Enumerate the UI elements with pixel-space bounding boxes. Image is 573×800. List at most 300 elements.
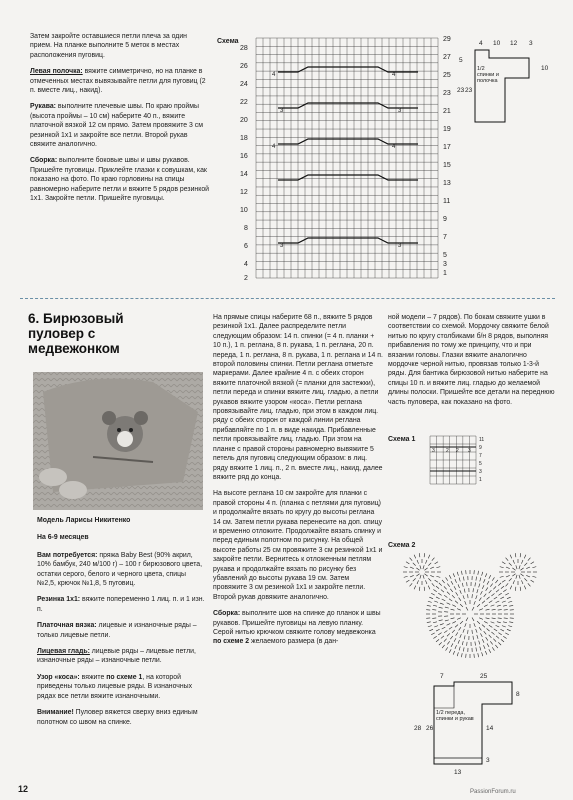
head-stitch	[476, 595, 477, 599]
head-stitch	[434, 601, 438, 602]
bottom-pattern-label: 1/2 переда, спинки и рукав	[436, 710, 474, 722]
head-stitch	[492, 618, 496, 619]
head-stitch	[439, 620, 443, 621]
head-stitch	[496, 601, 500, 603]
mid-assembly-text-c: желаемого размера (в дан-	[249, 638, 339, 646]
head-stitch	[447, 641, 449, 644]
head-stitch	[440, 624, 444, 625]
attention-text: Пуловер вяжется сверху вниз единым полотном со швом на спинке.	[37, 709, 198, 726]
head-stitch	[497, 605, 501, 606]
cable-text-c: , на которой приведены только лицевые ряды. В изнаночных рядах все петли вяжите изнаночными.	[37, 673, 193, 700]
assembly-text: выполните боковые швы и швы рукавов. Пришейте пуговицы. Приклейте глазки к совушкам, как показано на фото. По краю горловины на спицы равномерно наберите петли и вяжите 5 рядов резинкой 1х1. Закройте петли. Пришейте пуговицы.	[30, 157, 210, 203]
left-front-title: Левая полочка:	[30, 68, 83, 76]
stockinette-paragraph	[37, 647, 205, 666]
head-stitch	[452, 595, 455, 598]
head-stitch	[486, 637, 488, 640]
right-paragraph-1: ной модели – 7 рядов). По бокам свяжите ушки в соответствии со схемой. Мордочку свяжите белой нитью по кругу столбиками б/н 8 рядов, выполняя прибавления по тому же принципу, что и при вязании головы. Глазки вяжите аналогично мордочке черной нитью, провязав только 1-3-й ряды. Для бантика бирюзовой нитью наберите на спицы 10 п. и вяжите лиц. гладью до желаемой длины полоски. Пришейте все детали на переднюю часть пуловера, как показано на фото.	[388, 314, 555, 406]
head-stitch	[459, 598, 461, 601]
ear-stitch	[428, 563, 431, 566]
ear-stitch	[524, 578, 527, 581]
head-stitch	[487, 628, 490, 631]
dim-top-10: 10	[493, 40, 501, 47]
dim-side-23a: 23	[457, 87, 465, 94]
head-stitch	[462, 583, 463, 587]
head-stitch	[460, 590, 462, 594]
head-stitch	[479, 618, 483, 620]
ear-stitch	[515, 553, 516, 557]
head-stitch	[477, 635, 478, 639]
head-stitch	[493, 639, 496, 642]
head-stitch	[485, 651, 487, 655]
dim-top-4: 4	[479, 40, 483, 47]
head-stitch	[464, 635, 465, 639]
head-stitch	[458, 640, 459, 644]
ear-stitch	[419, 587, 420, 591]
head-stitch	[477, 621, 480, 624]
head-stitch	[492, 609, 496, 610]
ear-stitch	[430, 567, 434, 569]
head-stitch	[495, 580, 498, 583]
head-stitch	[440, 603, 444, 604]
head-stitch	[465, 623, 467, 627]
head-stitch	[486, 609, 490, 610]
head-stitch	[477, 604, 480, 607]
head-stitch	[445, 607, 449, 608]
head-stitch	[496, 636, 499, 639]
dim-side-5: 5	[459, 57, 463, 64]
head-stitch	[463, 577, 464, 581]
head-stitch	[474, 623, 476, 627]
mid-paragraph-3	[213, 609, 383, 647]
head-stitch	[497, 622, 501, 623]
ear-stitch	[512, 574, 515, 576]
head-stitch	[433, 590, 436, 592]
head-stitch	[442, 645, 445, 648]
head-stitch	[476, 577, 477, 581]
head-stitch	[447, 624, 451, 626]
head-stitch	[446, 577, 448, 580]
head-stitch	[453, 651, 455, 655]
materials-title: Вам потребуется:	[37, 551, 98, 559]
article-author: Модель Ларисы Никитенко	[37, 517, 131, 524]
ear-stitch	[419, 553, 420, 557]
row-label-17: 17	[443, 144, 451, 151]
top-pattern-sketch	[455, 36, 557, 126]
cell-number-4c: 4	[272, 144, 276, 150]
ear-stitch	[521, 560, 523, 564]
sleeves-paragraph	[30, 102, 210, 149]
head-stitch	[459, 647, 460, 651]
ear-stitch	[423, 575, 424, 579]
rib-text: вяжите попеременно 1 лиц. п. и 1 изн. п.	[37, 596, 205, 613]
ear-stitch	[510, 586, 512, 590]
ear-stitch	[526, 575, 530, 577]
head-stitch	[452, 630, 455, 633]
ear-stitch	[515, 587, 516, 591]
head-stitch	[447, 633, 450, 636]
head-stitch	[439, 642, 442, 645]
ear-stitch	[519, 565, 520, 569]
bottom-dim-3: 3	[486, 757, 490, 764]
head-stitch	[482, 639, 484, 643]
ear-stitch	[414, 586, 416, 590]
row-label-19: 19	[443, 126, 451, 133]
ear-stitch	[435, 580, 438, 582]
ear-stitch	[406, 580, 409, 582]
head-stitch	[480, 633, 482, 637]
ear-stitch	[416, 574, 419, 576]
head-stitch	[454, 638, 456, 641]
ear-stitch	[500, 567, 504, 568]
ear-stitch	[520, 553, 521, 557]
head-stitch	[479, 584, 480, 588]
product-photo	[33, 372, 203, 510]
head-stitch	[503, 622, 507, 623]
head-stitch	[502, 601, 506, 602]
head-stitch	[459, 578, 460, 582]
row-label-18: 18	[240, 135, 248, 142]
cell-number-3a: 3	[280, 108, 284, 114]
head-stitch	[496, 625, 500, 627]
head-stitch	[459, 627, 461, 630]
scheme1-row-5: 5	[479, 461, 482, 467]
scheme1-cell-3a: 3	[432, 448, 435, 454]
ear-stitch	[424, 553, 425, 557]
head-stitch	[503, 590, 506, 592]
row-label-25: 25	[443, 72, 451, 79]
head-stitch	[463, 647, 464, 651]
head-stitch	[491, 622, 495, 623]
sleeves-text: выполните плечевые швы. По краю проймы (высота проймы – 10 см) наберите 40 п., вяжите платочной вязкой 12 см прямо. Затем провяжите 3 см резинкой 1х1 и закройте все петли. Второй рукав свяжите аналогично.	[30, 103, 203, 149]
head-stitch	[487, 597, 490, 600]
head-stitch	[461, 653, 462, 657]
head-stitch	[496, 590, 499, 593]
head-stitch	[498, 593, 501, 595]
scheme1-row-7: 7	[479, 453, 482, 459]
ear-stitch	[404, 567, 408, 568]
ear-stitch	[524, 563, 527, 566]
head-stitch	[501, 586, 504, 589]
head-stitch	[451, 643, 453, 646]
scheme1-label: Схема 1	[388, 436, 416, 443]
head-stitch	[452, 605, 456, 607]
head-stitch	[450, 636, 452, 639]
cell-number-3b: 3	[398, 108, 402, 114]
ear-stitch	[520, 568, 523, 570]
head-stitch	[465, 601, 467, 605]
ear-stitch	[526, 567, 530, 569]
mid-assembly-title: Сборка:	[213, 610, 241, 618]
row-label-12: 12	[240, 189, 248, 196]
attention-title: Внимание!	[37, 709, 74, 717]
top-scheme-label: Схема	[217, 38, 239, 45]
ear-stitch	[524, 586, 526, 590]
head-stitch	[482, 652, 483, 656]
ear-stitch	[532, 567, 536, 568]
ear-stitch	[509, 578, 512, 581]
head-stitch	[436, 629, 440, 631]
head-stitch	[441, 636, 444, 639]
head-stitch	[483, 645, 485, 649]
head-stitch	[427, 622, 431, 623]
head-stitch	[475, 582, 476, 586]
head-stitch	[454, 586, 456, 589]
scheme2-crochet-chart	[400, 550, 540, 660]
head-stitch	[474, 601, 476, 605]
head-stitch	[453, 573, 455, 577]
scheme1-row-11: 11	[479, 437, 485, 443]
row-label-5: 5	[443, 252, 447, 259]
ear-stitch	[428, 555, 430, 559]
ear-stitch	[531, 580, 534, 582]
bottom-dim-7: 7	[440, 673, 444, 680]
scheme1-row-1: 1	[479, 477, 482, 483]
rib-paragraph	[37, 595, 205, 614]
ear-stitch	[410, 575, 414, 577]
head-stitch	[490, 641, 492, 644]
ear-stitch	[502, 562, 505, 564]
head-stitch	[438, 633, 441, 635]
head-stitch	[491, 593, 494, 596]
head-stitch	[478, 571, 479, 575]
head-stitch	[475, 642, 476, 646]
ear-stitch	[502, 580, 505, 582]
head-stitch	[447, 584, 449, 587]
pattern-piece-label: 1/2 спинки и полочка	[477, 66, 499, 84]
head-stitch	[473, 588, 474, 592]
head-stitch	[489, 625, 492, 627]
cell-number-4d: 4	[392, 144, 396, 150]
head-stitch	[451, 618, 455, 619]
head-stitch	[484, 594, 486, 597]
head-stitch	[438, 593, 441, 595]
head-stitch	[508, 626, 512, 627]
head-stitch	[489, 649, 491, 653]
head-stitch	[509, 622, 513, 623]
article-title: 6. Бирюзовый пуловер с медвежонком	[28, 311, 124, 356]
cable-title: Узор «коса»:	[37, 673, 80, 681]
stockinette-text: лицевые ряды – лицевые петли, изнаночные ряды – изнаночные петли.	[37, 648, 196, 665]
closing-paragraph: Затем закройте оставшиеся петли плеча за один прием. На планке выполните 5 меток в местах расположения пуговиц.	[30, 33, 187, 59]
head-stitch	[447, 592, 450, 595]
head-stitch	[505, 633, 509, 635]
bottom-dim-28: 28	[414, 725, 422, 732]
cable-crossings	[278, 67, 418, 243]
scheme1-cell-2a: 2	[446, 448, 449, 454]
ear-stitch	[404, 576, 408, 577]
scheme1-cell-3b: 3	[468, 448, 471, 454]
head-stitch	[449, 575, 451, 579]
bottom-dim-25: 25	[480, 673, 488, 680]
row-label-7: 7	[443, 234, 447, 241]
head-stitch	[492, 577, 494, 580]
article-middle-column	[213, 313, 383, 654]
ear-stitch	[513, 560, 515, 564]
head-stitch	[460, 604, 463, 607]
ear-stitch	[410, 567, 414, 569]
bottom-pattern-sketch	[412, 668, 532, 780]
head-stitch	[436, 597, 440, 599]
head-stitch	[505, 593, 509, 595]
ear-stitch	[520, 574, 523, 576]
head-stitch	[449, 649, 451, 653]
head-stitch	[466, 617, 468, 620]
ear-stitch	[424, 574, 427, 576]
head-stitch	[507, 597, 511, 599]
dim-top-12: 12	[510, 40, 518, 47]
head-stitch	[455, 645, 457, 649]
head-stitch	[482, 572, 483, 576]
head-stitch	[479, 641, 480, 645]
sweater-photo-drawing	[33, 372, 203, 510]
head-stitch	[442, 580, 445, 583]
row-label-8: 8	[244, 225, 248, 232]
head-stitch	[509, 605, 513, 606]
head-stitch	[445, 620, 449, 621]
head-stitch	[503, 605, 507, 606]
row-label-21: 21	[443, 108, 451, 115]
ear-stitch	[513, 580, 515, 584]
ear-stitch	[406, 562, 409, 564]
materials-paragraph	[37, 551, 205, 589]
article-size: На 6-9 месяцев	[37, 534, 89, 542]
ear-stitch	[531, 562, 534, 564]
ear-stitch	[436, 567, 440, 568]
head-stitch	[487, 581, 489, 584]
head-stitch	[466, 607, 468, 610]
assembly-title: Сборка:	[30, 157, 58, 165]
head-stitch	[479, 598, 481, 601]
row-label-29: 29	[443, 36, 451, 43]
head-stitch	[428, 626, 432, 627]
row-label-2: 2	[244, 275, 248, 282]
head-stitch	[447, 603, 451, 605]
ear-stitch	[417, 580, 419, 584]
mid-paragraph-1: На прямые спицы наберите 68 п., вяжите 5 рядов резинкой 1х1. Далее распределите петли следующим образом: 14 п. спинки (= 4 п. планки + 10 п.), 1 п. реглана, 8 п. рукава, 1 п. реглана, 20 п. переда, 1 п. реглана, 8 п. рукава, 1 п. реглана и 14 п. второй половины спинки. Петли реглана отметьте маркерами. Далее крайние 4 п. с обеих сторон вяжите платочной вязкой (= планки для застежки), петли переда и спинки вяжите лиц. гладью, а петли рукавов вяжите узором «коса». Петли реглана провязывайте лиц. гладью, при этом в каждом лиц. ряду с обеих сторон от каждой линии реглана прибавляйте по 1 п. в виде накида. Прибавленные петли провязывайте лиц. гладью. При этом на планке с правой стороны равномерно вывяжите 5 петель для пуговиц следующим образом: в лиц. ряду вяжите 1 лиц. п., 2 п. вместе лиц., накид, далее вяжите ряд до конца.	[213, 314, 383, 481]
ear-stitch	[516, 565, 517, 569]
grid-lines	[256, 38, 438, 278]
head-stitch	[489, 635, 492, 638]
head-stitch	[480, 591, 482, 595]
mid-assembly-text-b: по схеме 2	[213, 638, 250, 646]
mid-assembly-text-a: выполните шов на спинке до планок и швы рукавов. Пришейте пуговицы на левую планку. Серой нитью крючком свяжите голову медвежонка	[213, 610, 381, 636]
dim-side-10: 10	[541, 65, 549, 72]
row-label-10: 10	[240, 207, 248, 214]
ear-stitch	[410, 583, 413, 586]
head-stitch	[439, 607, 443, 608]
head-stitch	[457, 618, 461, 620]
cable-paragraph	[37, 673, 205, 701]
head-stitch	[493, 586, 496, 589]
head-stitch	[463, 629, 464, 633]
row-label-20: 20	[240, 117, 248, 124]
head-stitch	[501, 639, 504, 642]
head-stitch	[436, 639, 439, 642]
head-stitch	[442, 599, 446, 601]
ear-stitch	[424, 568, 427, 570]
ear-stitch	[420, 575, 421, 579]
head-stitch	[494, 629, 497, 631]
row-label-11: 11	[443, 198, 451, 205]
head-stitch	[472, 617, 474, 620]
ear-stitch	[420, 565, 421, 569]
bottom-dim-26: 26	[426, 725, 434, 732]
row-label-27: 27	[443, 54, 451, 61]
bottom-dim-14: 14	[486, 725, 494, 732]
head-stitch	[444, 630, 447, 632]
ear-stitch	[425, 560, 427, 564]
head-stitch	[480, 647, 481, 651]
head-stitch	[473, 636, 474, 640]
head-stitch	[495, 645, 498, 648]
article-header	[28, 311, 208, 369]
ear-stitch	[506, 575, 510, 577]
head-stitch	[507, 629, 511, 631]
head-stitch	[442, 627, 446, 629]
head-stitch	[444, 586, 447, 589]
garter-text: лицевые и изнаночные ряды – только лицевые петли.	[37, 622, 197, 639]
head-stitch	[500, 629, 504, 631]
head-stitch	[476, 629, 477, 633]
head-stitch	[456, 632, 458, 635]
ear-stitch	[435, 562, 438, 564]
head-stitch	[457, 572, 458, 576]
row-label-14: 14	[240, 171, 248, 178]
head-stitch	[479, 627, 481, 630]
scheme2-stitches	[403, 553, 537, 658]
ear-stitch	[436, 576, 440, 577]
dim-side-23b: 23	[465, 87, 473, 94]
head-stitch	[427, 605, 431, 606]
assembly-paragraph	[30, 156, 210, 203]
head-stitch	[429, 597, 433, 599]
ear-stitch	[416, 568, 419, 570]
row-label-4: 4	[244, 261, 248, 268]
head-stitch	[451, 609, 455, 610]
head-stitch	[492, 647, 494, 650]
ear-stitch	[528, 583, 531, 586]
head-stitch	[491, 632, 494, 635]
scheme1-lines	[430, 436, 476, 484]
rib-title: Резинка 1х1:	[37, 596, 81, 604]
head-stitch	[498, 610, 502, 611]
ear-stitch	[424, 587, 425, 591]
head-stitch	[489, 575, 491, 579]
head-stitch	[478, 653, 479, 657]
head-stitch	[494, 597, 497, 599]
page-number: 12	[18, 784, 29, 794]
ear-stitch	[512, 568, 515, 570]
row-label-1: 1	[443, 270, 447, 277]
ear-stitch	[414, 555, 416, 559]
ear-stitch	[516, 575, 517, 579]
head-stitch	[463, 595, 464, 599]
head-stitch	[433, 636, 436, 638]
sleeves-title: Рукава:	[30, 103, 56, 111]
head-stitch	[455, 625, 458, 628]
ear-stitch	[524, 555, 526, 559]
ear-stitch	[506, 558, 509, 561]
head-stitch	[477, 589, 478, 593]
head-stitch	[446, 647, 448, 650]
head-stitch	[500, 597, 504, 599]
head-stitch	[431, 593, 435, 595]
ear-stitch	[532, 576, 536, 577]
head-stitch	[449, 627, 452, 629]
head-stitch	[486, 618, 490, 619]
top-scheme-grid	[228, 34, 468, 282]
head-stitch	[480, 578, 481, 582]
